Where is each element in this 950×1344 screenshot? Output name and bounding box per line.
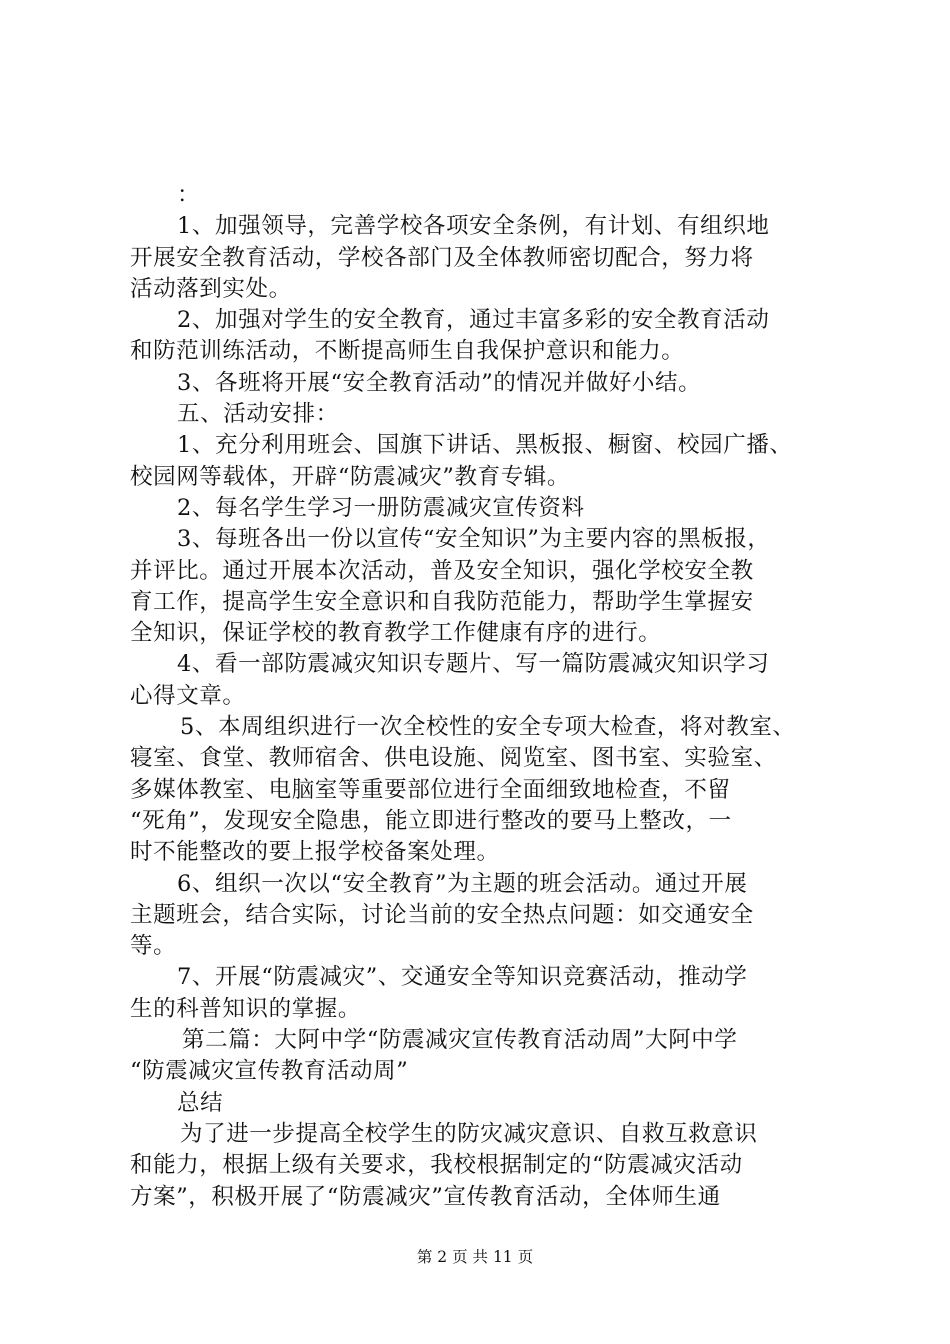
- chapter-title: 第二篇：大阿中学“防震减灾宣传教育活动周”大阿中学: [182, 1027, 738, 1054]
- text-line: 7、开展“防震减灾”、交通安全等知识竞赛活动，推动学: [177, 964, 748, 991]
- document-body: [130, 180, 830, 1213]
- text-line: 多媒体教室、电脑室等重要部位进行全面细致地检查，不留: [130, 776, 731, 803]
- text-line: 和能力，根据上级有关要求，我校根据制定的“防震减灾活动: [130, 1152, 743, 1179]
- text-line: 和防范训练活动，不断提高师生自我保护意识和能力。: [130, 338, 685, 365]
- text-line: 活动落到实处。: [130, 275, 292, 302]
- text-line: 全知识，保证学校的教育教学工作健康有序的进行。: [130, 620, 662, 647]
- text-line: 2、加强对学生的安全教育，通过丰富多彩的安全教育活动: [177, 307, 770, 334]
- text-line: 2、每名学生学习一册防震减灾宣传资料: [177, 494, 585, 521]
- section-heading: 五、活动安排：: [177, 401, 339, 428]
- chapter-title: “防震减灾宣传教育活动周”: [130, 1058, 409, 1085]
- text-line: 1、加强领导，完善学校各项安全条例，有计划、有组织地: [177, 213, 770, 240]
- text-line: 6、组织一次以“安全教育”为主题的班会活动。通过开展: [177, 870, 748, 897]
- text-line: 4、看一部防震减灾知识专题片、写一篇防震减灾知识学习: [177, 651, 770, 678]
- text-line: 心得文章。: [130, 682, 246, 709]
- text-line: 生的科普知识的掌握。: [130, 995, 362, 1022]
- text-line: “死角”，发现安全隐患，能立即进行整改的要马上整改，一: [130, 807, 732, 834]
- text-line: 方案”，积极开展了“防震减灾”宣传教育活动，全体师生通: [130, 1183, 721, 1210]
- text-line: 1、充分利用班会、国旗下讲话、黑板报、橱窗、校园广播、: [177, 432, 793, 459]
- text-line: 寝室、食堂、教师宿舍、供电设施、阅览室、图书室、实验室、: [130, 745, 777, 772]
- text-line: 5、本周组织进行一次全校性的安全专项大检查，将对教室、: [180, 714, 796, 741]
- text-line: 等。: [130, 933, 177, 960]
- text-line: 为了进一步提高全校学生的防灾减灾意识、自救互救意识: [180, 1120, 758, 1147]
- text-line: 校园网等载体，开辟“防震减灾”教育专辑。: [130, 463, 571, 490]
- page-number-footer: 第 2 页 共 11 页: [416, 1248, 534, 1266]
- text-line: 开展安全教育活动，学校各部门及全体教师密切配合，努力将: [130, 244, 754, 271]
- text-line: ：: [177, 182, 201, 208]
- text-line: 育工作，提高学生安全意识和自我防范能力，帮助学生掌握安: [130, 588, 754, 615]
- text-line: 并评比。通过开展本次活动，普及安全知识，强化学校安全教: [130, 557, 754, 584]
- text-line: 时不能整改的要上报学校备案处理。: [130, 839, 500, 866]
- chapter-title: 总结: [177, 1089, 224, 1116]
- text-line: 3、各班将开展“安全教育活动”的情况并做好小结。: [177, 369, 702, 396]
- text-line: 3、每班各出一份以宣传“安全知识”为主要内容的黑板报，: [177, 526, 771, 553]
- text-line: 主题班会，结合实际，讨论当前的安全热点问题：如交通安全: [130, 901, 754, 928]
